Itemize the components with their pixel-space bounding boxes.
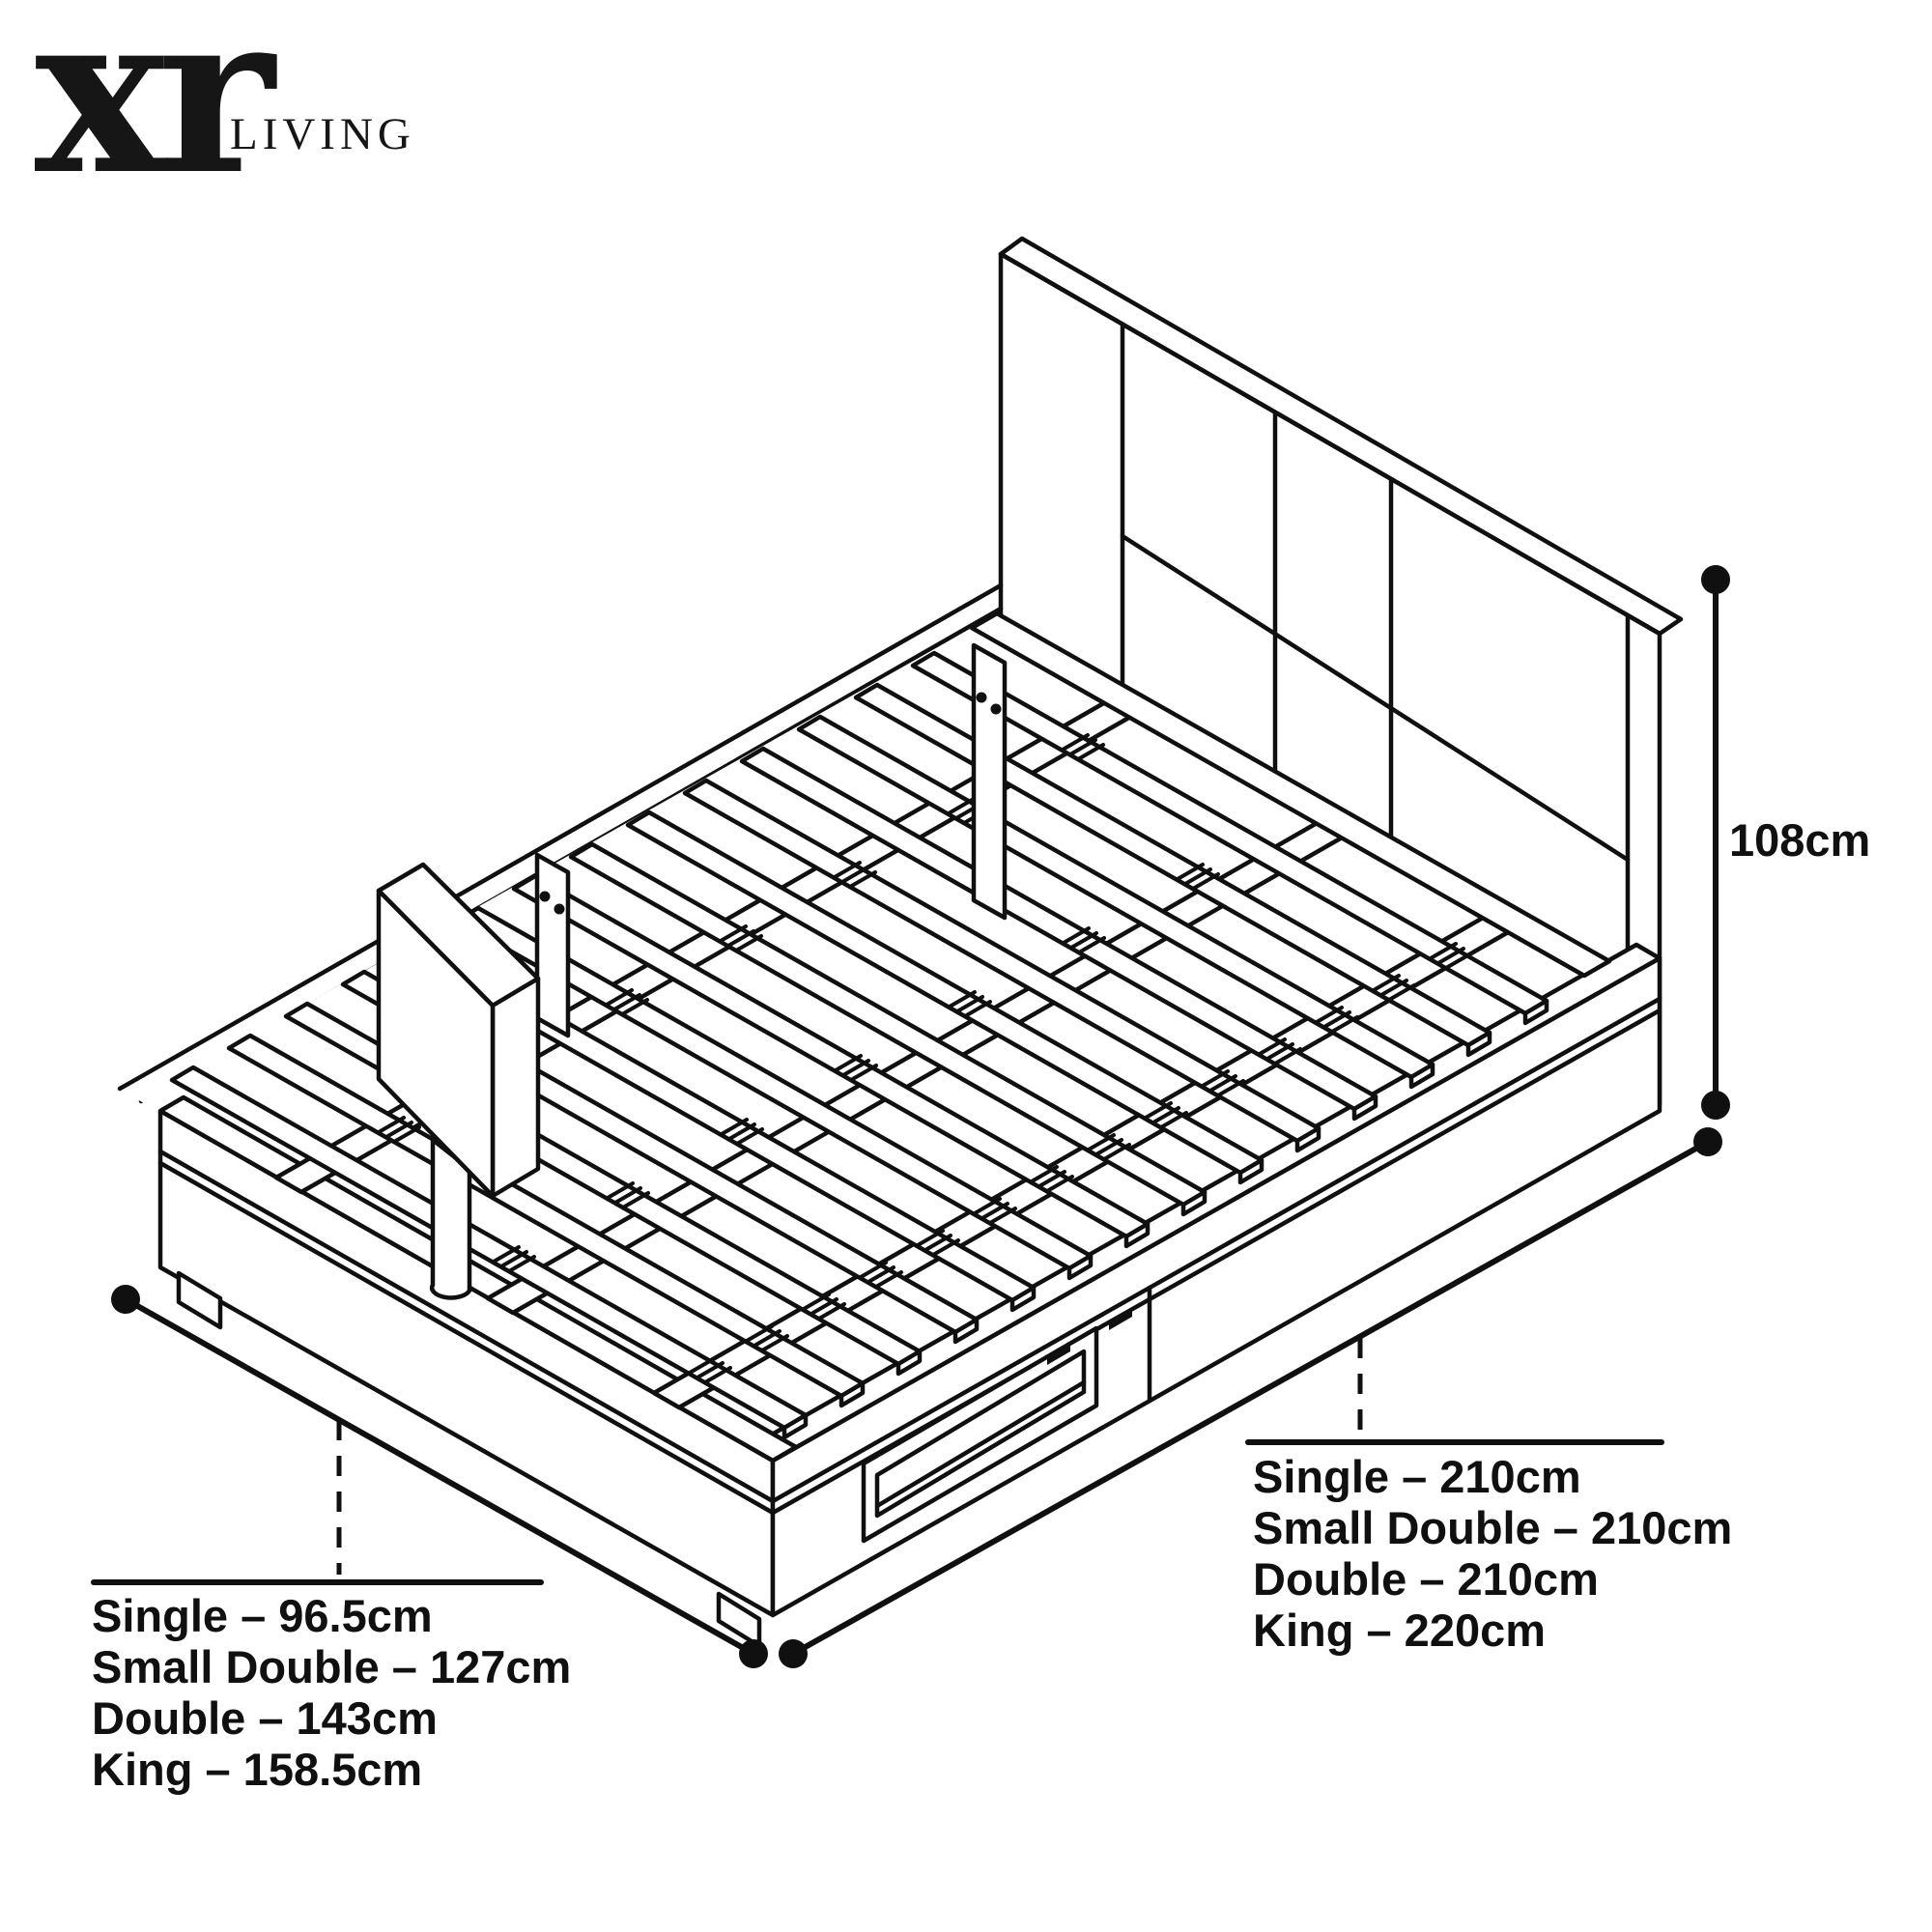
- logo-wordmark: LIVING: [230, 109, 415, 159]
- width-dimension-row: Single – 96.5cm: [92, 1590, 433, 1641]
- dimension-endpoint-dot: [779, 1639, 808, 1668]
- length-dimension-row: King – 220cm: [1253, 1605, 1547, 1656]
- dimension-endpoint-dot: [1701, 565, 1730, 594]
- width-dimension-row: King – 158.5cm: [92, 1744, 423, 1795]
- dimension-endpoint-dot: [111, 1285, 140, 1314]
- dimension-endpoint-dot: [1701, 1091, 1730, 1120]
- dimension-endpoint-dot: [739, 1639, 768, 1668]
- length-dimension-row: Double – 210cm: [1253, 1553, 1599, 1605]
- logo-mark: xr: [35, 0, 266, 224]
- length-dimension-row: Small Double – 210cm: [1253, 1502, 1733, 1553]
- height-dimension-label: 108cm: [1729, 814, 1871, 866]
- length-dimensions-list: [1253, 1451, 1732, 1656]
- width-dimension-row: Double – 143cm: [92, 1692, 438, 1744]
- width-dimensions-list: [92, 1590, 571, 1795]
- height-dimension-line: [1701, 565, 1730, 1120]
- width-dimension-row: Small Double – 127cm: [92, 1641, 572, 1692]
- length-dimension-row: Single – 210cm: [1253, 1451, 1581, 1502]
- headboard-bracket: [974, 645, 1005, 918]
- dimension-endpoint-dot: [1693, 1127, 1722, 1156]
